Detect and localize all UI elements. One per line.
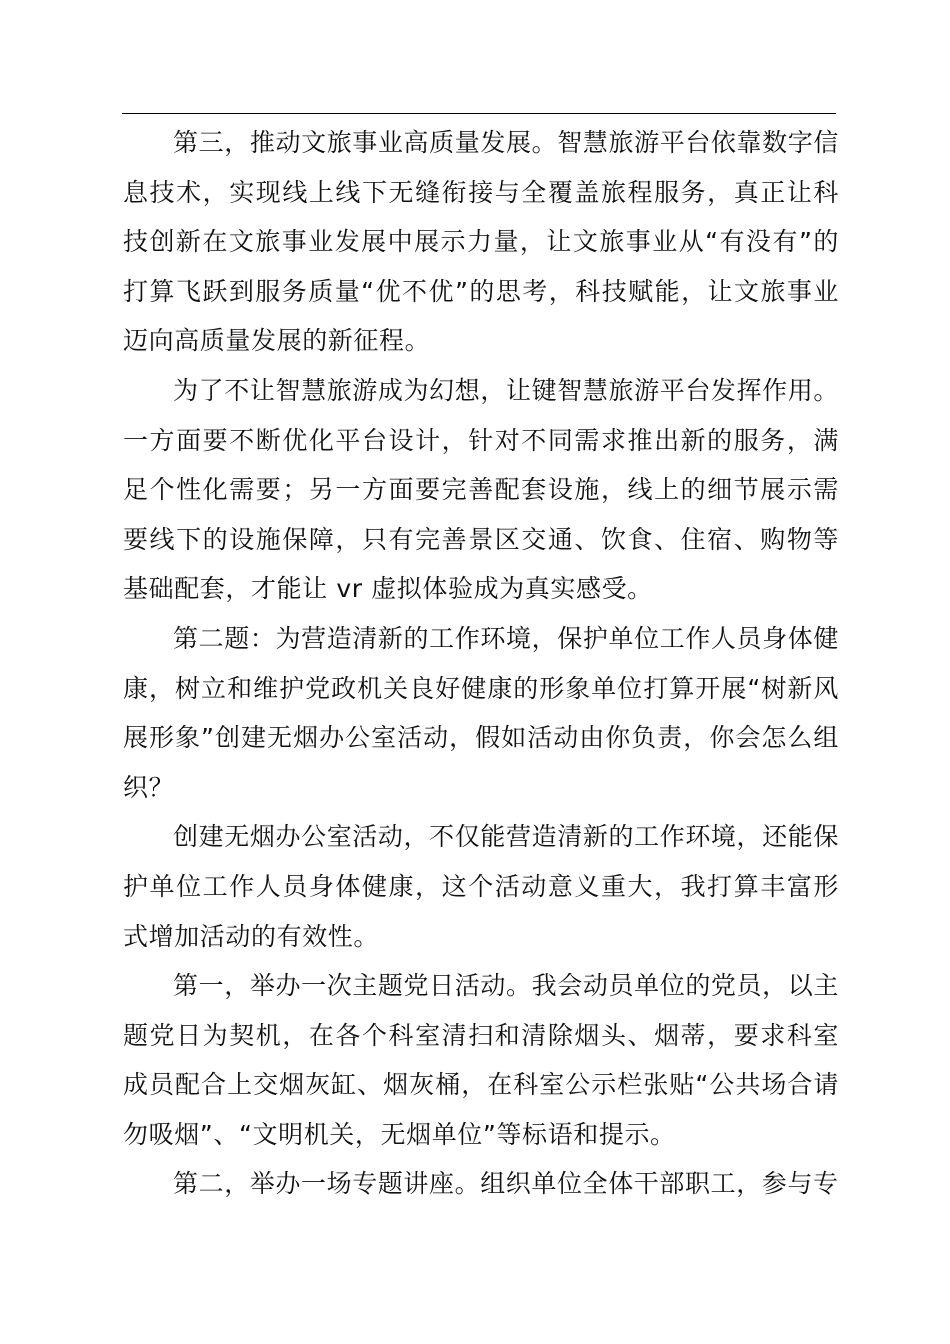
paragraph-third-point: 第三，推动文旅事业高质量发展。智慧旅游平台依靠数字信息技术，实现线上线下无缝衔接与全覆盖旅程服务，真正让科技创新在文旅事业发展中展示力量，让文旅事业从“有没有”的打算飞跃到服务质量“优不优”的思考，科技赋能，让文旅事业迈向高质量发展的新征程。 (123, 128, 839, 356)
paragraph-answer-intro: 创建无烟办公室活动，不仅能营造清新的工作环境，还能保护单位工作人员身体健康，这个活动意义重大，我打算丰富形式增加活动的有效性。 (123, 822, 839, 951)
header-rule (122, 113, 836, 114)
paragraph-second-measure: 第二，举办一场专题讲座。组织单位全体干部职工，参与专 (173, 1169, 839, 1199)
paragraph-smart-tourism: 为了不让智慧旅游成为幻想，让键智慧旅游平台发挥作用。一方面要不断优化平台设计，针对不同需求推出新的服务，满足个性化需要；另一方面要完善配套设施，线上的细节展示需要线下的设施保障，只有完善景区交通、饮食、住宿、购物等基础配套，才能让 vr 虚拟体验成为真实感受。 (123, 375, 839, 604)
paragraph-first-measure: 第一，举办一次主题党日活动。我会动员单位的党员，以主题党日为契机，在各个科室清扫和清除烟头、烟蒂，要求科室成员配合上交烟灰缸、烟灰桶，在科室公示栏张贴“公共场合请勿吸烟”、“文明机关，无烟单位”等标语和提示。 (123, 971, 839, 1149)
document-body (123, 118, 839, 1209)
paragraph-question-two: 第二题：为营造清新的工作环境，保护单位工作人员身体健康，树立和维护党政机关良好健康的形象单位打算开展“树新风展形象”创建无烟办公室活动，假如活动由你负责，你会怎么组织？ (123, 623, 839, 802)
